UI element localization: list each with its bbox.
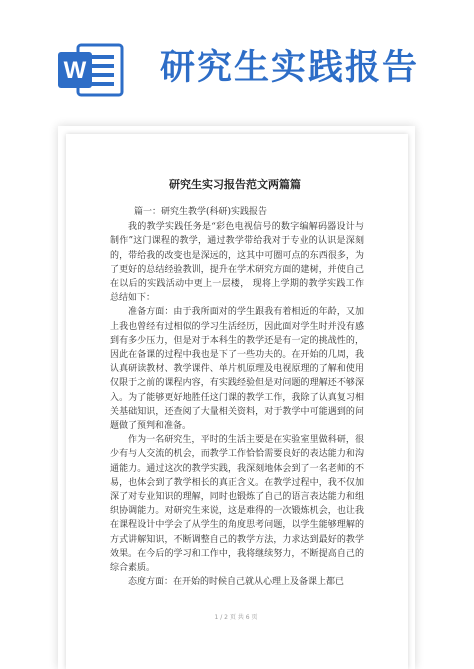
word-icon-letter: W (63, 57, 87, 84)
word-document-icon (56, 40, 124, 100)
document-title: 研究生实习报告范文两篇篇 (169, 178, 301, 191)
document-body (110, 205, 364, 589)
paragraph: 作为一名研究生，平时的生活主要是在实验室里做科研，很少有与人交流的机会，而教学工作恰恰需要良好的表达能力和沟通能力。通过这次的教学实践，我深刻地体会到了一名老师的不易，也体会到了教学相长的真正含义。在教学过程中，我不仅加深了对专业知识的理解，同时也锻炼了自己的语言表达能力和组织协调能力。对研究生来说，这是难得的一次锻炼机会，也让我在课程设计中学会了从学生的角度思考问题，以学生能够理解的方式讲解知识，不断调整自己的教学方法，力求达到最好的教学效果。在今后的学习和工作中，我将继续努力，不断提高自己的综合素质。 (110, 435, 364, 574)
section-heading: 篇一：研究生教学(科研)实践报告 (134, 207, 268, 217)
banner-title: 研究生实践报告 (160, 48, 420, 88)
paragraph: 我的教学实践任务是“彩色电视信号的数字编解码器设计与制作”这门课程的教学，通过教学带给我对于专业的认识是深刻的，带给我的改变也是深远的，这其中可圈可点的东西很多，为了更好的总结经验教训，提升在学术研究方面的建树，并使自己在以后的实践活动中更上一层楼， 现将上学期的教学实践工作总结如下： (110, 222, 364, 304)
paragraph: 态度方面：在开始的时候自己就从心理上及备课上都已 (128, 577, 345, 588)
banner (0, 0, 474, 135)
page-footer: 1 / 2 页 共 6 页 (214, 614, 258, 621)
paragraph: 准备方面：由于我所面对的学生跟我有着相近的年龄，又加上我也曾经有过相似的学习生活经历，因此面对学生时并没有感到有多少压力，但是对于本科生的教学还是有一定的挑战性的，因此在备课的过程中我也是下了一些功夫的。在开始的几周，我认真研读教材、教学课件、单片机原理及电视原理的了解和使用仅限于之前的课程内容，有实践经验但是对问题的理解还不够深入。为了能够更好地胜任这门课的教学工作，我除了认真复习相关基础知识，还查阅了大量相关资料，对于教学中可能遇到的问题做了预判和准备。 (110, 307, 364, 432)
